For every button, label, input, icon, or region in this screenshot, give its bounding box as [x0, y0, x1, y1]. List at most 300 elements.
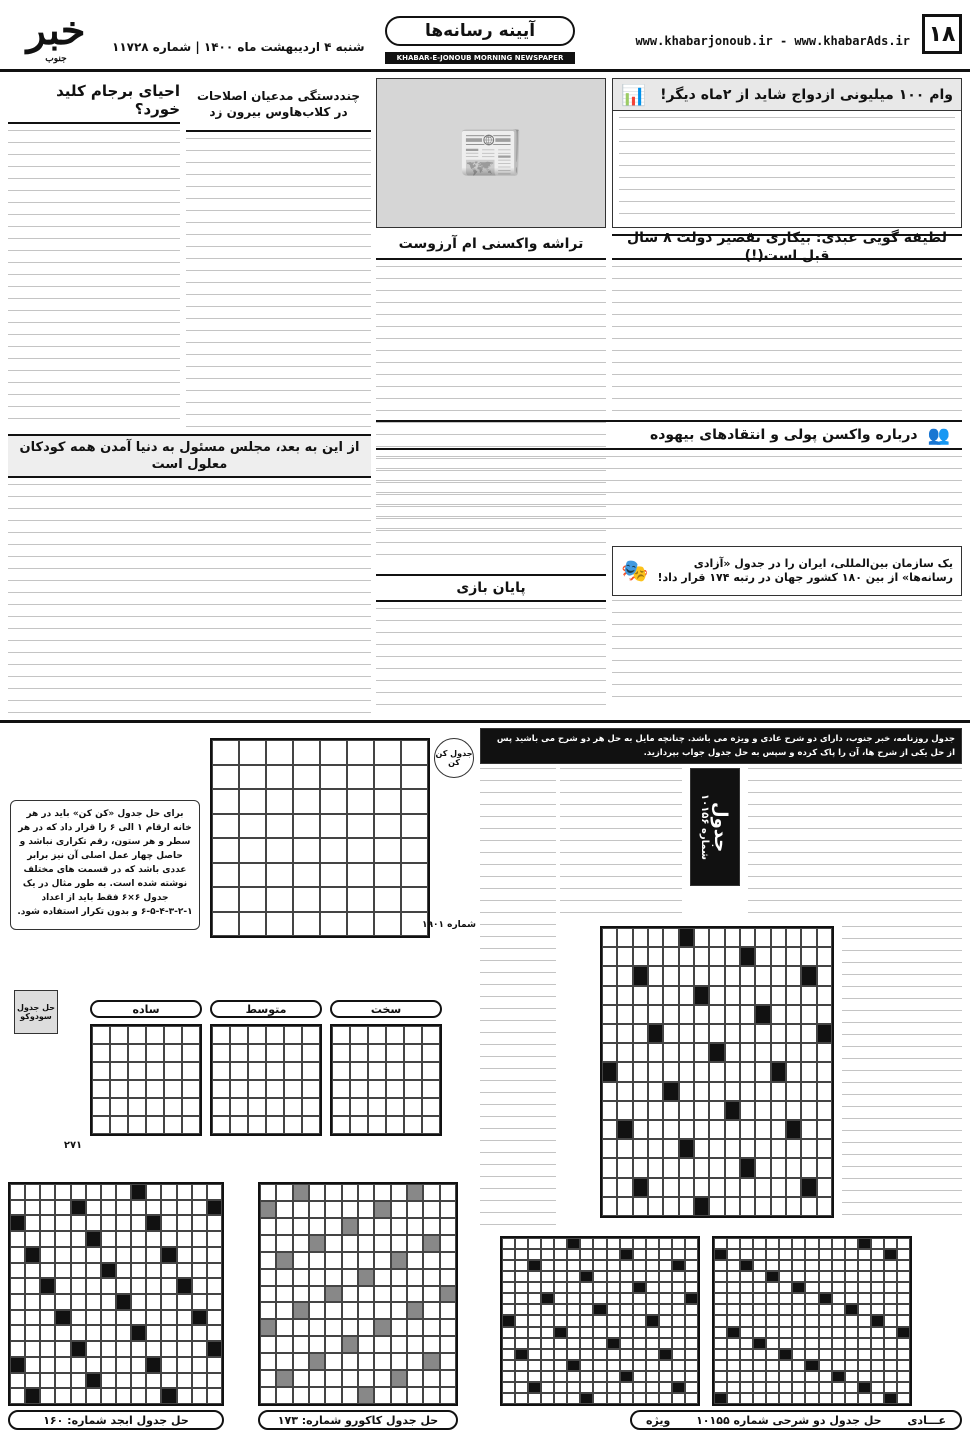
grid-cell[interactable] — [740, 1082, 755, 1101]
grid-cell[interactable] — [248, 1116, 266, 1134]
grid-cell[interactable] — [740, 1043, 755, 1062]
grid-cell[interactable] — [694, 1178, 709, 1197]
grid-cell[interactable] — [633, 947, 648, 966]
grid-cell[interactable] — [771, 1082, 786, 1101]
grid-cell[interactable] — [386, 1026, 404, 1044]
grid-cell[interactable] — [602, 1062, 617, 1081]
grid-cell[interactable] — [648, 1005, 663, 1024]
grid-cell[interactable] — [801, 1120, 816, 1139]
grid-cell[interactable] — [771, 966, 786, 985]
grid-cell[interactable] — [602, 986, 617, 1005]
grid-cell[interactable] — [128, 1026, 146, 1044]
grid-cell[interactable] — [422, 1116, 440, 1134]
grid-cell[interactable] — [771, 1197, 786, 1216]
grid-cell[interactable] — [709, 1158, 724, 1177]
grid-cell[interactable] — [725, 1082, 740, 1101]
grid-cell[interactable] — [694, 1005, 709, 1024]
grid-cell[interactable] — [740, 1178, 755, 1197]
grid-cell[interactable] — [755, 1120, 770, 1139]
grid-cell[interactable] — [755, 1158, 770, 1177]
grid-cell[interactable] — [284, 1080, 302, 1098]
grid-cell[interactable] — [633, 1082, 648, 1101]
grid-cell[interactable] — [212, 740, 239, 765]
grid-cell[interactable] — [92, 1026, 110, 1044]
grid-cell[interactable] — [164, 1026, 182, 1044]
grid-cell[interactable] — [320, 912, 347, 937]
grid-cell[interactable] — [110, 1044, 128, 1062]
grid-cell[interactable] — [293, 887, 320, 912]
grid-cell[interactable] — [602, 1178, 617, 1197]
grid-cell[interactable] — [633, 986, 648, 1005]
grid-cell[interactable] — [648, 1197, 663, 1216]
grid-cell[interactable] — [266, 1098, 284, 1116]
grid-cell[interactable] — [164, 1044, 182, 1062]
grid-cell[interactable] — [801, 1062, 816, 1081]
grid-cell[interactable] — [164, 1098, 182, 1116]
grid-cell[interactable] — [801, 966, 816, 985]
grid-cell[interactable] — [725, 1024, 740, 1043]
grid-cell[interactable] — [801, 1197, 816, 1216]
grid-cell[interactable] — [694, 1024, 709, 1043]
grid-cell[interactable] — [771, 1024, 786, 1043]
grid-cell[interactable] — [602, 1043, 617, 1062]
grid-cell[interactable] — [817, 1158, 832, 1177]
grid-cell[interactable] — [786, 1158, 801, 1177]
grid-cell[interactable] — [709, 986, 724, 1005]
grid-cell[interactable] — [374, 838, 401, 863]
grid-cell[interactable] — [786, 986, 801, 1005]
grid-cell[interactable] — [740, 1139, 755, 1158]
grid-cell[interactable] — [350, 1026, 368, 1044]
grid-cell[interactable] — [648, 1178, 663, 1197]
grid-cell[interactable] — [212, 1044, 230, 1062]
grid-cell[interactable] — [771, 1178, 786, 1197]
grid-cell[interactable] — [266, 863, 293, 888]
sudoku-medium-grid[interactable] — [210, 1024, 322, 1136]
grid-cell[interactable] — [755, 986, 770, 1005]
grid-cell[interactable] — [817, 1120, 832, 1139]
grid-cell[interactable] — [709, 1139, 724, 1158]
grid-cell[interactable] — [755, 1082, 770, 1101]
grid-cell[interactable] — [266, 1080, 284, 1098]
grid-cell[interactable] — [266, 1026, 284, 1044]
grid-cell[interactable] — [320, 814, 347, 839]
grid-cell[interactable] — [602, 1139, 617, 1158]
grid-cell[interactable] — [617, 1062, 632, 1081]
grid-cell[interactable] — [633, 928, 648, 947]
grid-cell[interactable] — [401, 789, 428, 814]
grid-cell[interactable] — [801, 1139, 816, 1158]
grid-cell[interactable] — [771, 947, 786, 966]
grid-cell[interactable] — [633, 1158, 648, 1177]
grid-cell[interactable] — [709, 1062, 724, 1081]
grid-cell[interactable] — [663, 928, 678, 947]
grid-cell[interactable] — [679, 947, 694, 966]
sudoku-easy-grid[interactable] — [90, 1024, 202, 1136]
grid-cell[interactable] — [293, 789, 320, 814]
grid-cell[interactable] — [293, 740, 320, 765]
grid-cell[interactable] — [266, 789, 293, 814]
grid-cell[interactable] — [602, 966, 617, 985]
grid-cell[interactable] — [110, 1098, 128, 1116]
grid-cell[interactable] — [347, 912, 374, 937]
grid-cell[interactable] — [248, 1098, 266, 1116]
grid-cell[interactable] — [679, 1082, 694, 1101]
grid-cell[interactable] — [239, 765, 266, 790]
grid-cell[interactable] — [648, 947, 663, 966]
grid-cell[interactable] — [817, 1197, 832, 1216]
grid-cell[interactable] — [755, 1197, 770, 1216]
grid-cell[interactable] — [92, 1062, 110, 1080]
grid-cell[interactable] — [617, 1120, 632, 1139]
grid-cell[interactable] — [401, 765, 428, 790]
grid-cell[interactable] — [817, 1082, 832, 1101]
grid-cell[interactable] — [164, 1080, 182, 1098]
grid-cell[interactable] — [404, 1026, 422, 1044]
kenken-grid[interactable] — [210, 738, 430, 938]
grid-cell[interactable] — [755, 1024, 770, 1043]
grid-cell[interactable] — [230, 1026, 248, 1044]
grid-cell[interactable] — [146, 1044, 164, 1062]
grid-cell[interactable] — [786, 1024, 801, 1043]
grid-cell[interactable] — [350, 1044, 368, 1062]
grid-cell[interactable] — [182, 1062, 200, 1080]
grid-cell[interactable] — [374, 814, 401, 839]
grid-cell[interactable] — [386, 1044, 404, 1062]
grid-cell[interactable] — [374, 912, 401, 937]
grid-cell[interactable] — [709, 1101, 724, 1120]
grid-cell[interactable] — [801, 947, 816, 966]
grid-cell[interactable] — [92, 1044, 110, 1062]
grid-cell[interactable] — [368, 1026, 386, 1044]
grid-cell[interactable] — [709, 1197, 724, 1216]
grid-cell[interactable] — [422, 1044, 440, 1062]
grid-cell[interactable] — [368, 1044, 386, 1062]
grid-cell[interactable] — [368, 1098, 386, 1116]
grid-cell[interactable] — [694, 1082, 709, 1101]
grid-cell[interactable] — [740, 1120, 755, 1139]
grid-cell[interactable] — [374, 863, 401, 888]
grid-cell[interactable] — [182, 1116, 200, 1134]
grid-cell[interactable] — [617, 1005, 632, 1024]
grid-cell[interactable] — [725, 1062, 740, 1081]
grid-cell[interactable] — [212, 887, 239, 912]
grid-cell[interactable] — [128, 1044, 146, 1062]
grid-cell[interactable] — [146, 1062, 164, 1080]
grid-cell[interactable] — [817, 947, 832, 966]
grid-cell[interactable] — [239, 740, 266, 765]
grid-cell[interactable] — [771, 928, 786, 947]
grid-cell[interactable] — [679, 1005, 694, 1024]
grid-cell[interactable] — [801, 928, 816, 947]
grid-cell[interactable] — [786, 1197, 801, 1216]
grid-cell[interactable] — [709, 1043, 724, 1062]
grid-cell[interactable] — [755, 1178, 770, 1197]
grid-cell[interactable] — [401, 838, 428, 863]
grid-cell[interactable] — [740, 1005, 755, 1024]
grid-cell[interactable] — [266, 814, 293, 839]
grid-cell[interactable] — [771, 1139, 786, 1158]
grid-cell[interactable] — [350, 1098, 368, 1116]
grid-cell[interactable] — [617, 1043, 632, 1062]
grid-cell[interactable] — [110, 1116, 128, 1134]
grid-cell[interactable] — [602, 1024, 617, 1043]
grid-cell[interactable] — [709, 1024, 724, 1043]
grid-cell[interactable] — [347, 789, 374, 814]
grid-cell[interactable] — [92, 1080, 110, 1098]
grid-cell[interactable] — [740, 928, 755, 947]
grid-cell[interactable] — [694, 1139, 709, 1158]
grid-cell[interactable] — [663, 1178, 678, 1197]
grid-cell[interactable] — [740, 1197, 755, 1216]
grid-cell[interactable] — [374, 740, 401, 765]
grid-cell[interactable] — [230, 1116, 248, 1134]
grid-cell[interactable] — [347, 838, 374, 863]
grid-cell[interactable] — [212, 1080, 230, 1098]
grid-cell[interactable] — [740, 966, 755, 985]
grid-cell[interactable] — [755, 1139, 770, 1158]
grid-cell[interactable] — [725, 928, 740, 947]
grid-cell[interactable] — [332, 1098, 350, 1116]
grid-cell[interactable] — [293, 765, 320, 790]
grid-cell[interactable] — [110, 1080, 128, 1098]
grid-cell[interactable] — [786, 1082, 801, 1101]
grid-cell[interactable] — [284, 1098, 302, 1116]
grid-cell[interactable] — [266, 765, 293, 790]
grid-cell[interactable] — [740, 1101, 755, 1120]
grid-cell[interactable] — [320, 887, 347, 912]
grid-cell[interactable] — [725, 1178, 740, 1197]
grid-cell[interactable] — [230, 1044, 248, 1062]
grid-cell[interactable] — [801, 1005, 816, 1024]
grid-cell[interactable] — [725, 1120, 740, 1139]
grid-cell[interactable] — [725, 1139, 740, 1158]
grid-cell[interactable] — [602, 1101, 617, 1120]
grid-cell[interactable] — [786, 1062, 801, 1081]
sudoku-hard-grid[interactable] — [330, 1024, 442, 1136]
grid-cell[interactable] — [602, 1005, 617, 1024]
grid-cell[interactable] — [92, 1098, 110, 1116]
grid-cell[interactable] — [786, 947, 801, 966]
grid-cell[interactable] — [663, 1120, 678, 1139]
grid-cell[interactable] — [239, 838, 266, 863]
grid-cell[interactable] — [182, 1098, 200, 1116]
grid-cell[interactable] — [755, 1101, 770, 1120]
grid-cell[interactable] — [302, 1098, 320, 1116]
grid-cell[interactable] — [164, 1062, 182, 1080]
grid-cell[interactable] — [212, 838, 239, 863]
grid-cell[interactable] — [212, 814, 239, 839]
grid-cell[interactable] — [302, 1080, 320, 1098]
grid-cell[interactable] — [350, 1080, 368, 1098]
grid-cell[interactable] — [239, 789, 266, 814]
grid-cell[interactable] — [302, 1044, 320, 1062]
grid-cell[interactable] — [248, 1026, 266, 1044]
grid-cell[interactable] — [679, 1197, 694, 1216]
grid-cell[interactable] — [404, 1044, 422, 1062]
grid-cell[interactable] — [239, 814, 266, 839]
grid-cell[interactable] — [347, 740, 374, 765]
grid-cell[interactable] — [239, 863, 266, 888]
grid-cell[interactable] — [182, 1026, 200, 1044]
grid-cell[interactable] — [679, 986, 694, 1005]
grid-cell[interactable] — [617, 1082, 632, 1101]
grid-cell[interactable] — [212, 1026, 230, 1044]
grid-cell[interactable] — [374, 887, 401, 912]
grid-cell[interactable] — [740, 986, 755, 1005]
grid-cell[interactable] — [386, 1080, 404, 1098]
grid-cell[interactable] — [602, 1158, 617, 1177]
grid-cell[interactable] — [786, 928, 801, 947]
grid-cell[interactable] — [694, 1120, 709, 1139]
grid-cell[interactable] — [648, 1024, 663, 1043]
grid-cell[interactable] — [164, 1116, 182, 1134]
grid-cell[interactable] — [422, 1080, 440, 1098]
grid-cell[interactable] — [332, 1026, 350, 1044]
grid-cell[interactable] — [350, 1062, 368, 1080]
grid-cell[interactable] — [404, 1080, 422, 1098]
grid-cell[interactable] — [320, 765, 347, 790]
grid-cell[interactable] — [786, 1120, 801, 1139]
crossword-grid[interactable] — [600, 926, 834, 1218]
grid-cell[interactable] — [293, 863, 320, 888]
grid-cell[interactable] — [422, 1026, 440, 1044]
grid-cell[interactable] — [648, 1120, 663, 1139]
grid-cell[interactable] — [332, 1044, 350, 1062]
grid-cell[interactable] — [694, 928, 709, 947]
grid-cell[interactable] — [212, 765, 239, 790]
grid-cell[interactable] — [709, 1005, 724, 1024]
grid-cell[interactable] — [771, 1043, 786, 1062]
grid-cell[interactable] — [648, 928, 663, 947]
grid-cell[interactable] — [374, 789, 401, 814]
grid-cell[interactable] — [679, 966, 694, 985]
grid-cell[interactable] — [146, 1026, 164, 1044]
grid-cell[interactable] — [801, 1158, 816, 1177]
grid-cell[interactable] — [755, 1043, 770, 1062]
grid-cell[interactable] — [128, 1098, 146, 1116]
grid-cell[interactable] — [725, 1043, 740, 1062]
grid-cell[interactable] — [248, 1080, 266, 1098]
grid-cell[interactable] — [817, 1178, 832, 1197]
grid-cell[interactable] — [694, 947, 709, 966]
grid-cell[interactable] — [212, 863, 239, 888]
grid-cell[interactable] — [725, 986, 740, 1005]
grid-cell[interactable] — [817, 1139, 832, 1158]
grid-cell[interactable] — [401, 814, 428, 839]
grid-cell[interactable] — [755, 928, 770, 947]
grid-cell[interactable] — [347, 765, 374, 790]
grid-cell[interactable] — [230, 1080, 248, 1098]
grid-cell[interactable] — [817, 1005, 832, 1024]
grid-cell[interactable] — [92, 1116, 110, 1134]
grid-cell[interactable] — [786, 1005, 801, 1024]
grid-cell[interactable] — [771, 986, 786, 1005]
grid-cell[interactable] — [740, 1158, 755, 1177]
grid-cell[interactable] — [679, 928, 694, 947]
grid-cell[interactable] — [694, 966, 709, 985]
grid-cell[interactable] — [663, 1197, 678, 1216]
grid-cell[interactable] — [663, 1062, 678, 1081]
grid-cell[interactable] — [212, 789, 239, 814]
grid-cell[interactable] — [401, 863, 428, 888]
grid-cell[interactable] — [786, 1101, 801, 1120]
grid-cell[interactable] — [648, 1158, 663, 1177]
grid-cell[interactable] — [350, 1116, 368, 1134]
grid-cell[interactable] — [302, 1062, 320, 1080]
grid-cell[interactable] — [401, 887, 428, 912]
grid-cell[interactable] — [755, 966, 770, 985]
grid-cell[interactable] — [663, 966, 678, 985]
grid-cell[interactable] — [679, 1101, 694, 1120]
grid-cell[interactable] — [266, 740, 293, 765]
grid-cell[interactable] — [401, 740, 428, 765]
grid-cell[interactable] — [679, 1043, 694, 1062]
grid-cell[interactable] — [663, 1005, 678, 1024]
grid-cell[interactable] — [633, 1197, 648, 1216]
grid-cell[interactable] — [817, 1101, 832, 1120]
grid-cell[interactable] — [386, 1098, 404, 1116]
grid-cell[interactable] — [284, 1116, 302, 1134]
grid-cell[interactable] — [694, 986, 709, 1005]
grid-cell[interactable] — [663, 947, 678, 966]
grid-cell[interactable] — [128, 1062, 146, 1080]
grid-cell[interactable] — [617, 986, 632, 1005]
grid-cell[interactable] — [212, 1062, 230, 1080]
grid-cell[interactable] — [320, 789, 347, 814]
grid-cell[interactable] — [633, 1101, 648, 1120]
grid-cell[interactable] — [293, 814, 320, 839]
grid-cell[interactable] — [679, 1120, 694, 1139]
grid-cell[interactable] — [422, 1098, 440, 1116]
grid-cell[interactable] — [617, 1158, 632, 1177]
grid-cell[interactable] — [740, 947, 755, 966]
grid-cell[interactable] — [801, 1101, 816, 1120]
grid-cell[interactable] — [284, 1062, 302, 1080]
grid-cell[interactable] — [602, 928, 617, 947]
grid-cell[interactable] — [284, 1026, 302, 1044]
grid-cell[interactable] — [633, 1005, 648, 1024]
grid-cell[interactable] — [709, 947, 724, 966]
grid-cell[interactable] — [801, 1043, 816, 1062]
grid-cell[interactable] — [633, 1178, 648, 1197]
grid-cell[interactable] — [110, 1062, 128, 1080]
grid-cell[interactable] — [332, 1062, 350, 1080]
grid-cell[interactable] — [302, 1116, 320, 1134]
grid-cell[interactable] — [801, 986, 816, 1005]
grid-cell[interactable] — [694, 1101, 709, 1120]
grid-cell[interactable] — [386, 1062, 404, 1080]
grid-cell[interactable] — [663, 1043, 678, 1062]
grid-cell[interactable] — [617, 1178, 632, 1197]
grid-cell[interactable] — [817, 928, 832, 947]
grid-cell[interactable] — [347, 887, 374, 912]
grid-cell[interactable] — [709, 1120, 724, 1139]
grid-cell[interactable] — [248, 1044, 266, 1062]
grid-cell[interactable] — [320, 863, 347, 888]
grid-cell[interactable] — [633, 966, 648, 985]
grid-cell[interactable] — [648, 966, 663, 985]
grid-cell[interactable] — [694, 1158, 709, 1177]
grid-cell[interactable] — [755, 1005, 770, 1024]
grid-cell[interactable] — [230, 1062, 248, 1080]
grid-cell[interactable] — [725, 1101, 740, 1120]
grid-cell[interactable] — [617, 928, 632, 947]
grid-cell[interactable] — [709, 928, 724, 947]
grid-cell[interactable] — [771, 1158, 786, 1177]
grid-cell[interactable] — [368, 1116, 386, 1134]
grid-cell[interactable] — [771, 1005, 786, 1024]
